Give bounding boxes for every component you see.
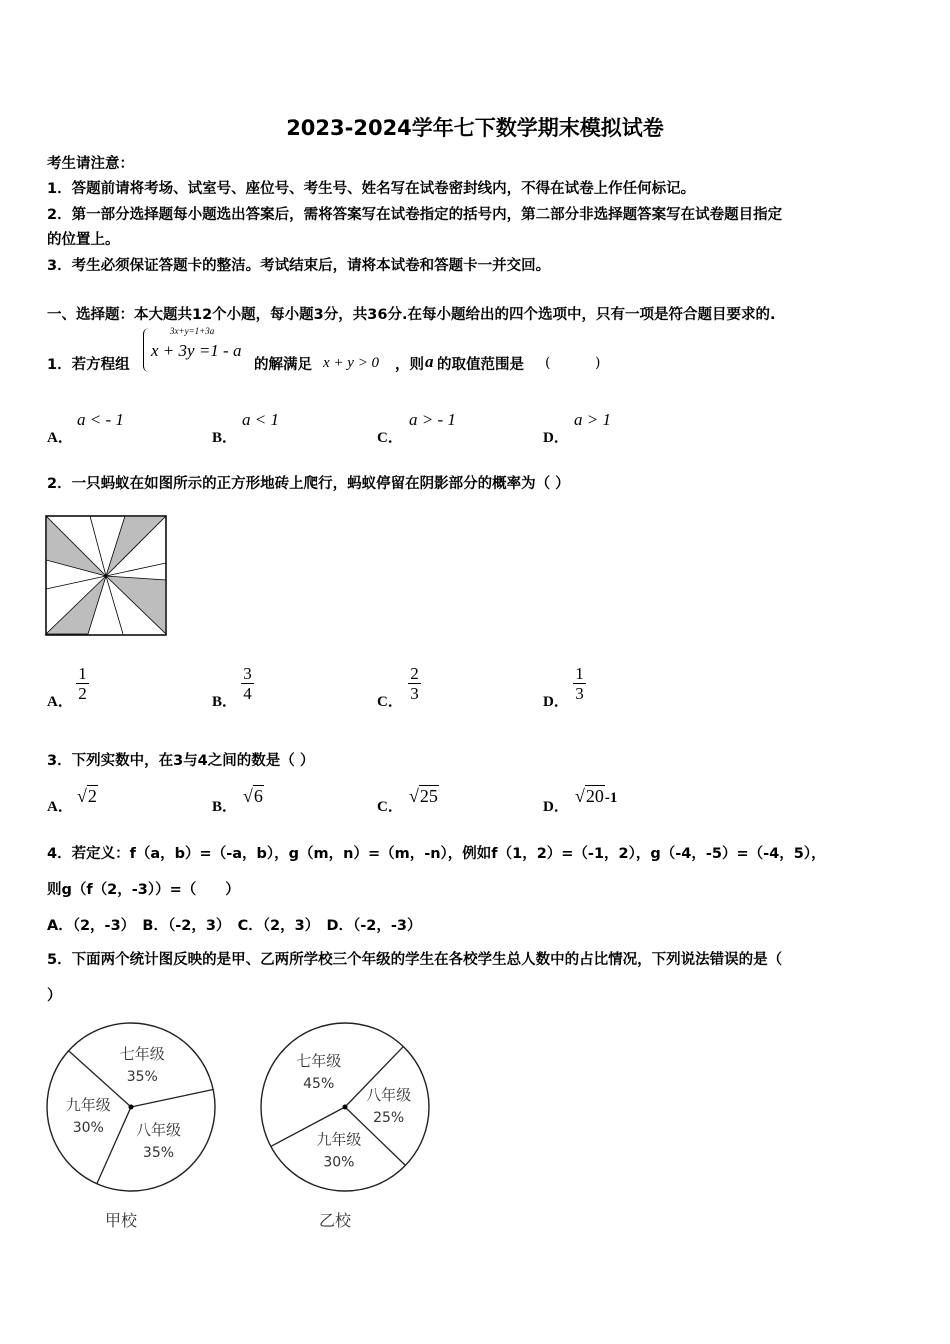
q1-option-a-label: A． [47,430,73,446]
pie-0-value-label-1: 35% [142,1144,175,1161]
q2-option-c-num: 2 [410,664,419,683]
q2-option-c-label: C． [377,694,403,710]
q2-option-b-num: 3 [243,664,252,683]
pie-0-category-label-1: 八年级 [135,1120,181,1139]
q2-option-d-den: 3 [575,684,584,703]
q2-option-a-label: A． [47,694,73,710]
q3-text: 3．下列实数中，在3与4之间的数是（ ） [47,753,315,769]
q2-option-d-label: D． [543,694,569,710]
q1-option-c-label: C． [377,430,403,446]
q1-option-b: a < 1 [242,410,279,429]
q1-eq1: 3x+y=1+3a [170,326,215,336]
pie-0-value-label-2: 30% [72,1120,104,1137]
q2-option-a-num: 1 [78,664,87,683]
q1-option-b-label: B． [212,430,238,446]
q1-option-d: a > 1 [574,410,611,429]
q2-option-b-label: B． [212,694,238,710]
q2-option-a-den: 2 [78,684,87,703]
pie-1-value-label-0: 45% [303,1076,335,1093]
notice-item-3: 3．考生必须保证答题卡的整洁。考试结束后，请将本试卷和答题卡一并交回。 [47,258,551,274]
q4-line1: 4．若定义：f（a，b）=（-a，b），g（m，n）=（m，-n），例如f（1，2）=（-1，2），g（-4，-5）=（-4，5）， [47,846,826,862]
q2-option-c-fraction [408,664,421,703]
q1-answer-paren: ( ) [545,355,601,371]
pie-1-value-label-1: 25% [373,1110,405,1127]
q5-line2: ） [47,988,62,1004]
q2-option-d-num: 1 [575,664,584,683]
pie-0-center [129,1105,134,1110]
q1-suffix2: 的取值范围是 [437,357,524,373]
q1-mid: 的解满足 [254,357,312,373]
notice-item-2-cont: 的位置上。 [47,232,120,248]
notice-heading: 考生请注意： [47,156,134,172]
pie-1-category-label-1: 八年级 [366,1086,412,1105]
pie-0-category-label-2: 九年级 [65,1096,111,1115]
q5-pie-charts [40,1020,460,1240]
q3-option-b-radicand: 6 [253,786,263,806]
pie-0-category-label-0: 七年级 [119,1044,165,1063]
q3-option-b-label: B． [212,799,238,815]
notice-item-1: 1．答题前请将考场、试室号、座位号、考生号、姓名写在试卷密封线内，不得在试卷上作任何标记。 [47,181,696,197]
page-title: 2023-2024学年七下数学期末模拟试卷 [286,116,664,140]
q3-option-a-root: √2 [77,786,97,806]
q1-prefix: 1．若方程组 [47,357,130,373]
q1-var: a [425,352,434,371]
q1-condition: x + y > 0 [323,355,380,371]
q1-eq2: x + 3y =1 - a [151,341,242,360]
q1-suffix: ，则 [395,357,424,373]
section-heading: 一、选择题：本大题共12个小题，每小题3分，共36分.在每小题给出的四个选项中，只有一项是符合题目要求的. [47,307,776,323]
pie-0-title: 甲校 [104,1211,138,1230]
q1-option-d-label: D． [543,430,569,446]
q3-option-b-root: √6 [243,786,263,806]
q2-option-a-fraction [76,664,89,703]
q2-option-b-den: 4 [243,684,252,703]
q3-option-d-after: -1 [604,790,618,806]
pie-1-category-label-2: 九年级 [316,1130,362,1149]
q2-tile-figure [45,515,167,637]
q3-option-a-label: A． [47,799,73,815]
q2-text: 2．一只蚂蚁在如图所示的正方形地砖上爬行，蚂蚁停留在阴影部分的概率为（ ） [47,476,570,492]
q2-option-c-den: 3 [410,684,419,703]
q2-option-d-fraction [573,664,586,703]
q3-option-d-radicand: 20 [585,786,604,806]
q1-option-a: a < - 1 [77,410,124,429]
q3-option-d-label: D． [543,799,569,815]
q3-option-c-radicand: 25 [419,786,438,806]
pie-0-value-label-0: 35% [126,1068,158,1085]
pie-1-center [343,1105,348,1110]
pie-1-title: 乙校 [318,1211,352,1230]
pie-1-category-label-0: 七年级 [296,1052,342,1071]
pie-1-value-label-2: 30% [323,1154,355,1171]
q3-option-a-radicand: 2 [87,786,97,806]
q5-line1: 5．下面两个统计图反映的是甲、乙两所学校三个年级的学生在各校学生总人数中的占比情况，下列说法错误的是（ [47,952,783,968]
q4-line2: 则g（f（2，-3））=（ ） [47,882,240,898]
q4-options: A．（2，-3） B．（-2，3） C．（2，3） D．（-2，-3） [47,918,422,934]
q2-option-b-fraction [241,664,254,703]
q1-option-c: a > - 1 [409,410,456,429]
q3-option-c-root: √25 [409,786,438,806]
q3-option-c-label: C． [377,799,403,815]
q3-option-d-root: √20-1 [575,786,618,806]
notice-item-2: 2．第一部分选择题每小题选出答案后，需将答案写在试卷指定的括号内，第二部分非选择题答案写在试卷题目指定 [47,207,783,223]
